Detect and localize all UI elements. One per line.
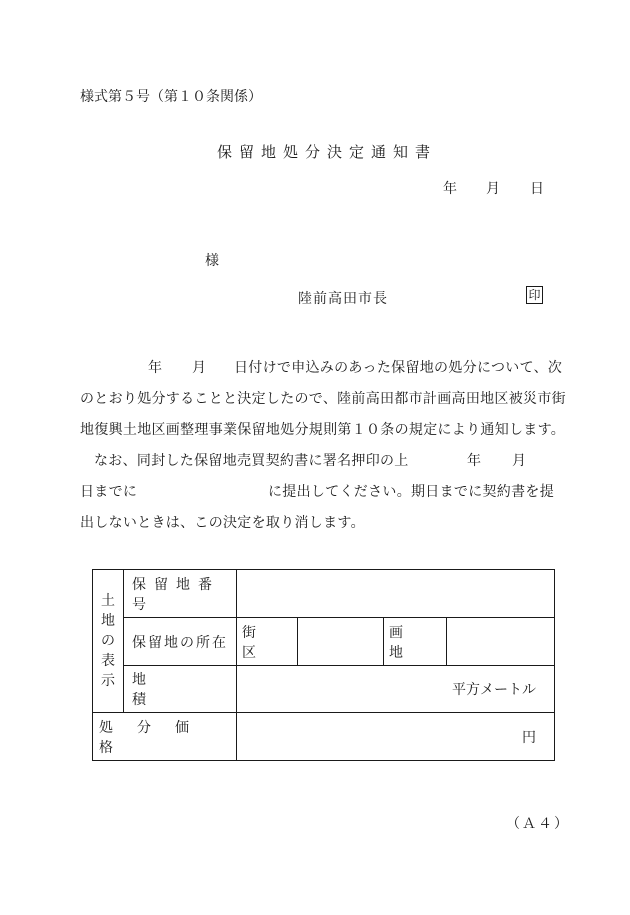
body-line6: 出しないときは、この決定を取り消します。 — [80, 515, 365, 531]
date-day-label: 日 — [530, 181, 544, 197]
body-line2: のとおり処分することと決定したので、陸前高田都市計画高田地区被災市街 — [80, 391, 566, 407]
document-title: 保留地処分決定通知書 — [217, 143, 438, 161]
lot-number-value — [237, 570, 555, 618]
body-line4-year: 年 — [467, 453, 482, 469]
seal-mark: 印 — [526, 286, 543, 304]
body-line1-text: 日付けで申込みのあった保留地の処分について、次 — [234, 360, 563, 376]
group-label-char: 土 — [101, 593, 115, 609]
price-label: 処分価格 — [93, 713, 237, 761]
group-label-char: 表 — [101, 653, 115, 669]
area-label: 地積 — [124, 666, 237, 713]
body-line1-year: 年 — [148, 360, 163, 376]
form-number: 様式第５号（第１０条関係） — [80, 89, 262, 105]
parcel-value — [447, 618, 555, 666]
body-line1-month: 月 — [192, 360, 207, 376]
location-label: 保留地の所在 — [124, 618, 237, 666]
body-line5-start: 日までに — [80, 484, 138, 500]
parcel-label: 画地 — [384, 618, 447, 666]
body-line3: 地復興土地区画整理事業保留地処分規則第１０条の規定により通知します。 — [80, 422, 566, 438]
group-label-char: の — [101, 633, 115, 649]
group-label-char: 地 — [101, 613, 115, 629]
block-value — [298, 618, 384, 666]
land-info-table — [92, 569, 555, 761]
paper-size-label: （Ａ４） — [506, 816, 570, 832]
body-line5-text: に提出してください。期日までに契約書を提 — [268, 484, 554, 500]
group-label-char: 示 — [101, 673, 115, 689]
date-year-label: 年 — [443, 181, 457, 197]
price-unit: 円 — [237, 713, 555, 761]
sender-name: 陸前高田市長 — [298, 291, 388, 307]
block-label: 街区 — [237, 618, 298, 666]
date-month-label: 月 — [486, 181, 500, 197]
body-line4-month: 月 — [512, 453, 527, 469]
land-display-group-label — [93, 570, 124, 713]
area-unit: 平方メートル — [237, 666, 555, 713]
body-line4-text: なお、同封した保留地売買契約書に署名押印の上 — [94, 453, 409, 469]
addressee-suffix: 様 — [205, 253, 219, 269]
lot-number-label: 保留地番号 — [124, 570, 237, 618]
